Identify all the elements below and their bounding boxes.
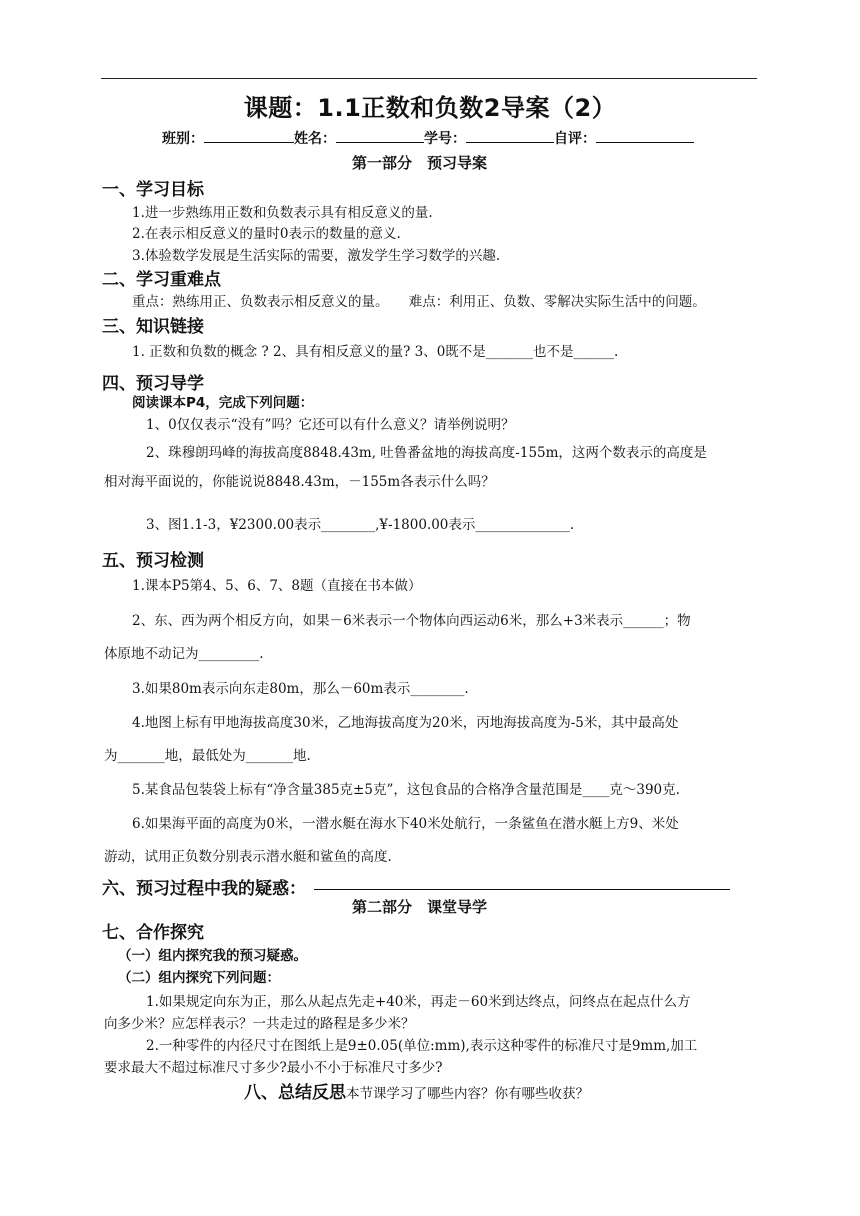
class-label: 班别：: [162, 131, 204, 147]
section7-heading: 七、合作探究: [102, 923, 204, 943]
preview-q1: 1、0仅仅表示“没有”吗？它还可以有什么意义？请举例说明？: [146, 417, 515, 433]
section2-heading: 二、学习重难点: [102, 270, 221, 290]
preview-q3: 3、图1.1-3，¥2300.00表示________,¥-1800.00表示______________.: [146, 517, 575, 533]
self-eval-field[interactable]: [596, 128, 694, 143]
knowledge-link-text: 1. 正数和负数的概念 ? 2、具有相反意义的量? 3、0既不是_______也不是______.: [132, 344, 619, 360]
explore-q2-line2: 要求最大不超过标准尺寸多少?最小不小于标准尺寸多少?: [104, 1060, 443, 1076]
summary-prompt: 本节课学习了哪些内容？你有哪些收获？: [346, 1086, 589, 1102]
check-q6-line1: 6.如果海平面的高度为0米，一潜水艇在海水下40米处航行，一条鲨鱼在潜水艇上方9、米处: [132, 816, 679, 832]
preview-q2-line2: 相对海平面说的，你能说说8848.43m，－155m各表示什么吗？: [104, 474, 495, 490]
check-q2-line1: 2、东、西为两个相反方向，如果－6米表示一个物体向西运动6米，那么+3米表示______；物: [132, 613, 691, 629]
number-label: 学号：: [424, 131, 466, 147]
check-q5: 5.某食品包装袋上标有“净含量385克±5克”，这包食品的合格净含量范围是____克～390克.: [132, 782, 680, 798]
doubts-answer-line[interactable]: [314, 889, 730, 890]
check-q2-line2: 体原地不动记为_________.: [104, 646, 264, 662]
student-info-row: [162, 128, 694, 148]
section6-heading: 六、预习过程中我的疑惑：: [102, 879, 306, 899]
self-eval-label: 自评：: [554, 131, 596, 147]
preview-q2-line1: 2、珠穆朗玛峰的海拔高度8848.43m, 吐鲁番盆地的海拔高度-155m，这两个数表示的高度是: [146, 445, 707, 461]
section3-heading: 三、知识链接: [102, 317, 204, 337]
check-q3: 3.如果80m表示向东走80m，那么－60m表示________.: [132, 681, 469, 697]
explore-q1-line2: 向多少米？应怎样表示？一共走过的路程是多少米？: [104, 1016, 415, 1032]
key-points-text: 重点：熟练用正、负数表示相反意义的量。 难点：利用正、负数、零解决实际生活中的问题。: [132, 294, 706, 310]
name-label: 姓名：: [294, 131, 336, 147]
check-q4-line2: 为_______地，最低处为_______地.: [104, 748, 311, 764]
section4-heading: 四、预习导学: [102, 374, 204, 394]
explore-q1-line1: 1.如果规定向东为正，那么从起点先走+40米，再走－60米到达终点，问终点在起点什么方: [146, 994, 691, 1010]
top-rule: [101, 78, 757, 79]
name-field[interactable]: [336, 128, 424, 143]
part1-title: 第一部分 预习导案: [352, 154, 488, 172]
check-q6-line2: 游动，试用正负数分别表示潜水艇和鲨鱼的高度.: [104, 849, 392, 865]
check-q1: 1.课本P5第4、5、6、7、8题（直接在书本做）: [132, 578, 422, 594]
goal-item-1: 1.进一步熟练用正数和负数表示具有相反意义的量.: [132, 205, 433, 221]
class-field[interactable]: [204, 128, 294, 143]
page-title: 课题：1.1正数和负数2导案（2）: [243, 94, 617, 122]
section8-heading: 八、总结反思: [244, 1083, 346, 1103]
check-q4-line1: 4.地图上标有甲地海拔高度30米，乙地海拔高度为20米，丙地海拔高度为-5米，其中最高处: [132, 715, 679, 731]
section8-row: [244, 1078, 589, 1103]
section1-heading: 一、学习目标: [102, 180, 204, 200]
explore-sub2: （二）组内探究下列问题：: [118, 970, 280, 986]
section5-heading: 五、预习检测: [102, 551, 204, 571]
preview-lead: 阅读课本P4，完成下列问题：: [132, 395, 314, 411]
explore-sub1: （一）组内探究我的预习疑惑。: [118, 948, 307, 964]
number-field[interactable]: [466, 128, 554, 143]
part2-title: 第二部分 课堂导学: [352, 898, 488, 916]
goal-item-2: 2.在表示相反意义的量时0表示的数量的意义.: [132, 226, 401, 242]
explore-q2-line1: 2.一种零件的内径尺寸在图纸上是9±0.05(单位:mm),表示这种零件的标准尺寸是9mm,加工: [146, 1038, 698, 1054]
goal-item-3: 3.体验数学发展是生活实际的需要，激发学生学习数学的兴趣.: [132, 248, 501, 264]
